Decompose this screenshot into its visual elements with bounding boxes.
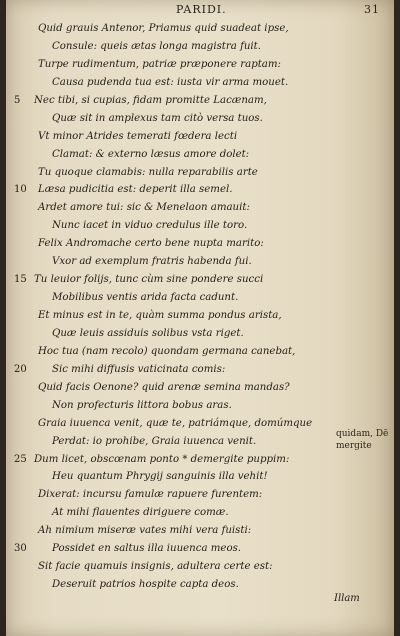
verse-line xyxy=(6,181,394,199)
verse-text: Et minus est in te, quàm summa pondus arista, xyxy=(38,310,282,321)
verse-text: Dixerat: incursu famulæ rapuere furentem: xyxy=(38,489,263,501)
verse-text: Nunc iacet in viduo credulus ille toro. xyxy=(52,220,248,232)
verse-line xyxy=(6,486,394,504)
verse-line xyxy=(6,576,394,594)
verse-line xyxy=(6,325,394,343)
verse-line xyxy=(6,217,394,235)
line-number: 25 xyxy=(14,453,27,465)
verse-text: Consule: queis ætas longa magistra fuit. xyxy=(52,40,262,52)
verse-line xyxy=(6,235,394,253)
verse-text: Clamat: & externo læsus amore dolet: xyxy=(52,148,250,160)
verse-text: Perdat: io prohibe, Graia iuuenca venit. xyxy=(52,435,257,447)
verse-text: Tu quoque clamabis: nulla reparabilis arte xyxy=(38,166,258,178)
verse-line xyxy=(6,558,394,576)
verse-line xyxy=(6,397,394,415)
verse-line xyxy=(6,307,394,325)
line-number: 10 xyxy=(14,184,27,196)
verse-line xyxy=(6,271,394,289)
verse-line xyxy=(6,20,394,38)
verse-text: Vt minor Atrides temerati fœdera lecti xyxy=(38,130,238,142)
verse-text: Sit facie quamuis insignis, adultera certe est: xyxy=(38,561,273,573)
catchword: Illam xyxy=(334,593,360,604)
verse-line xyxy=(6,164,394,182)
verse-line xyxy=(6,110,394,128)
verse-text: Hoc tua (nam recolo) quondam germana canebat, xyxy=(38,345,296,357)
verse-text: Possidet en saltus illa iuuenca meos. xyxy=(52,543,242,555)
verse-text: Graia iuuenca venit, quæ te, patriámque, domúmque xyxy=(38,417,313,429)
verse-line xyxy=(6,451,394,469)
verse-text: Quid facis Oenone? quid arenæ semina mandas? xyxy=(38,381,290,393)
poem-text xyxy=(6,20,394,594)
line-number: 30 xyxy=(14,543,27,555)
verse-text: Læsa pudicitia est: deperit illa semel. xyxy=(38,184,233,196)
verse-line xyxy=(6,361,394,379)
verse-line xyxy=(6,92,394,110)
verse-line xyxy=(6,289,394,307)
verse-line xyxy=(6,468,394,486)
verse-text: Quæ sit in amplexus tam citò versa tuos. xyxy=(52,112,263,124)
verse-line xyxy=(6,199,394,217)
verse-text: Heu quantum Phrygij sanguinis illa vehit! xyxy=(52,471,268,483)
folio-number: 31 xyxy=(364,3,380,16)
running-title: PARIDI. xyxy=(176,3,227,16)
marginal-note-line: quidam, Dē xyxy=(336,429,389,439)
verse-line xyxy=(6,343,394,361)
verse-line xyxy=(6,253,394,271)
line-number: 15 xyxy=(14,274,27,286)
verse-text: Turpe rudimentum, patriæ præponere raptam: xyxy=(38,58,281,70)
line-number: 5 xyxy=(14,94,21,106)
verse-text: Dum licet, obscœnam ponto * demergite puppim: xyxy=(34,453,290,465)
verse-line xyxy=(6,74,394,92)
line-number: 20 xyxy=(14,363,27,375)
verse-text: Ah nimium miseræ vates mihi vera fuisti: xyxy=(38,525,252,537)
verse-text: Ardet amore tui: sic & Menelaon amauit: xyxy=(38,202,250,214)
verse-text: Causa pudenda tua est: iusta vir arma mouet. xyxy=(52,76,289,88)
verse-line xyxy=(6,128,394,146)
verse-line xyxy=(6,146,394,164)
verse-text: Vxor ad exemplum fratris habenda fui. xyxy=(52,256,252,268)
verse-text: Quid grauis Antenor, Priamus quid suadeat ipse, xyxy=(38,23,289,34)
verse-text: Deseruit patrios hospite capta deos. xyxy=(52,579,239,591)
marginal-note xyxy=(336,428,388,452)
book-page xyxy=(6,0,394,636)
verse-line xyxy=(6,56,394,74)
verse-text: Quæ leuis assiduis solibus vsta riget. xyxy=(52,327,244,339)
verse-text: Tu leuior folijs, tunc cùm sine pondere succi xyxy=(34,274,264,286)
verse-line xyxy=(6,504,394,522)
verse-line xyxy=(6,522,394,540)
verse-line xyxy=(6,379,394,397)
verse-line xyxy=(6,38,394,56)
verse-line xyxy=(6,540,394,558)
verse-text: Non profecturis littora bobus aras. xyxy=(52,399,232,411)
verse-text: Felix Andromache certo bene nupta marito: xyxy=(38,238,264,250)
verse-text: Nec tibi, si cupias, fidam promitte Lacænam, xyxy=(34,94,267,106)
marginal-note-line: mergite xyxy=(336,441,372,451)
verse-text: Sic mihi diffusis vaticinata comis: xyxy=(52,363,226,375)
verse-text: At mihi flauentes diriguere comæ. xyxy=(52,507,229,519)
verse-text: Mobilibus ventis arida facta cadunt. xyxy=(52,292,239,304)
